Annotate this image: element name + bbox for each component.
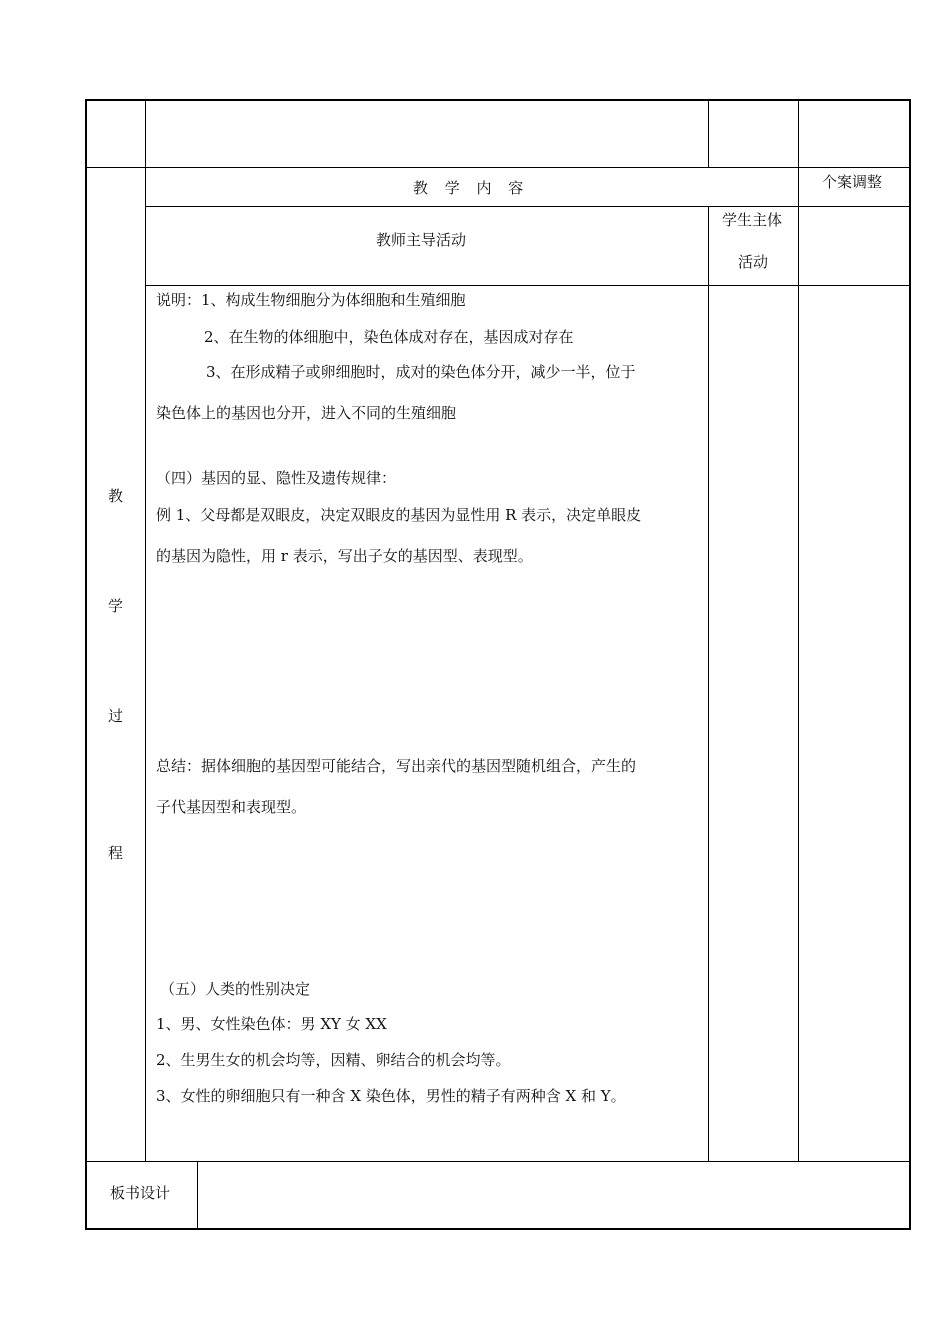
item-2: 2、生男生女的机会均等，因精、卵结合的机会均等。 — [156, 1051, 511, 1069]
note-line-1: 说明：1、构成生物细胞分为体细胞和生殖细胞 — [156, 291, 466, 309]
item-3: 3、女性的卵细胞只有一种含 X 染色体，男性的精子有两种含 X 和 Y。 — [156, 1087, 626, 1105]
summary-line-b: 子代基因型和表现型。 — [156, 798, 307, 816]
side-char-3: 过 — [108, 707, 124, 725]
side-char-1: 教 — [108, 487, 124, 505]
section-5-title: （五）人类的性别决定 — [160, 980, 311, 998]
note-line-2: 2、在生物的体细胞中，染色体成对存在，基因成对存在 — [204, 328, 574, 346]
example-line-a: 例 1、父母都是双眼皮，决定双眼皮的基因为显性用 R 表示，决定单眼皮 — [156, 506, 642, 524]
side-char-4: 程 — [108, 844, 124, 862]
teacher-activity-header: 教师主导活动 — [376, 231, 467, 249]
note-line-3b: 染色体上的基因也分开，进入不同的生殖细胞 — [156, 404, 457, 422]
example-line-b: 的基因为隐性，用 r 表示，写出子女的基因型、表现型。 — [156, 547, 533, 565]
board-design-label: 板书设计 — [110, 1184, 171, 1202]
student-activity-header-line2: 活动 — [738, 253, 769, 271]
section-4-title: （四）基因的显、隐性及遗传规律： — [156, 469, 397, 487]
note-line-3a: 3、在形成精子或卵细胞时，成对的染色体分开，减少一半，位于 — [206, 363, 636, 381]
side-char-2: 学 — [108, 597, 124, 615]
summary-line-a: 总结：据体细胞的基因型可能结合，写出亲代的基因型随机组合，产生的 — [156, 757, 637, 775]
student-activity-header-line1: 学生主体 — [722, 211, 783, 229]
adjust-header: 个案调整 — [822, 173, 883, 191]
content-header: 教 学 内 容 — [413, 179, 530, 197]
item-1: 1、男、女性染色体：男 XY 女 XX — [156, 1015, 387, 1033]
